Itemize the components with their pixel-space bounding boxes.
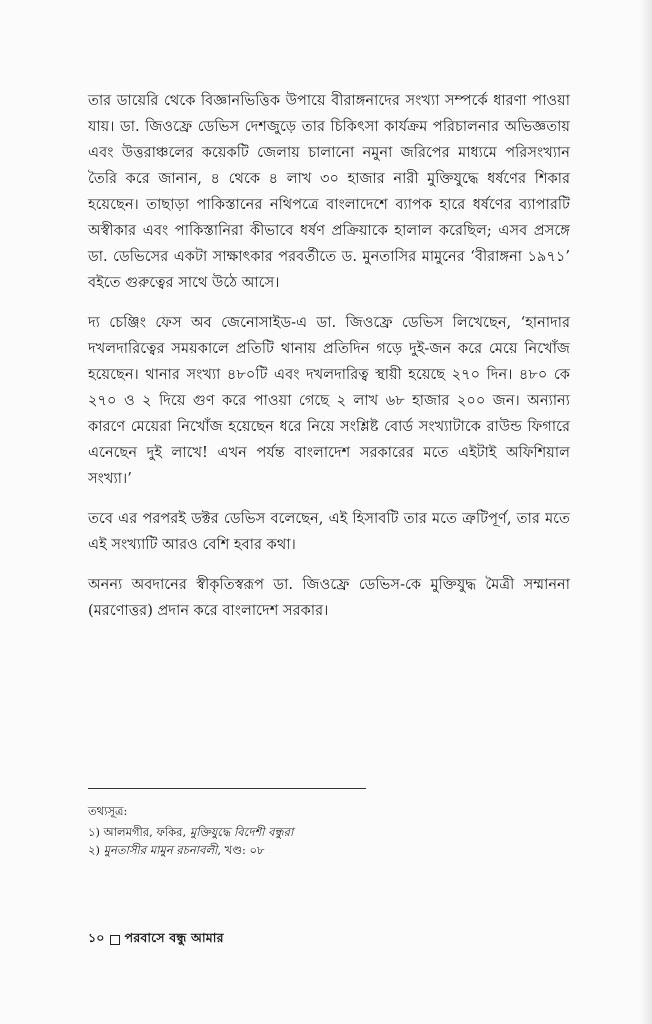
paragraph-2: দ্য চেঞ্জিং ফেস অব জেনোসাইড-এ ডা. জিওফ্রে ডেভিস লিখেছেন, ‘হানাদার দখলদারিত্বের সময়কালে প্রতিটি থানায় প্রতিদিন গড়ে দুই-জন করে মেয়ে নিখোঁজ হয়েছেন। থানার সংখ্যা ৪৮০টি এবং দখলদারিত্ব স্থায়ী হয়েছে ২৭০ দিন। ৪৮০ কে ২৭০ ও ২ দিয়ে গুণ করে পাওয়া গেছে ২ লাখ ৬৮ হাজার ২০০ জন। অন্যান্য কারণে মেয়েরা নিখোঁজ হয়েছেন ধরে নিয়ে সংশ্লিষ্ট বোর্ড সংখ্যাটাকে রাউন্ড ফিগারে এনেছেন দুই লাখে! এখন পর্যন্ত বাংলাদেশ সরকারের মতে এইটাই অফিশিয়াল সংখ্যা।’ [88,314,570,487]
body-text [88,88,570,638]
footnote-item [88,841,568,859]
paragraph-3: তবে এর পরপরই ডক্টর ডেভিস বলেছেন, এই হিসাবটি তার মতে ত্রুটিপূর্ণ, তার মতে এই সংখ্যাটি আরও বেশি হবার কথা। [88,510,570,553]
footnote-number: ১) [88,825,100,839]
square-separator-icon [110,935,120,945]
page-number: ১০ [88,930,105,945]
paragraph-1: তার ডায়েরি থেকে বিজ্ঞানভিত্তিক উপায়ে বীরাঙ্গনাদের সংখ্যা সম্পর্কে ধারণা পাওয়া যায়। ডা. জিওফ্রে ডেভিস দেশজুড়ে তার চিকিৎসা কার্যক্রম পরিচালনার অভিজ্ঞতায় এবং উত্তরাঞ্চলের কয়েকটি জেলায় চালানো নমুনা জরিপের মাধ্যমে পরিসংখ্যান তৈরি করে জানান, ৪ থেকে ৪ লাখ ৩০ হাজার নারী মুক্তিযুদ্ধে ধর্ষণের শিকার হয়েছেন। তাছাড়া পাকিস্তানের নথিপত্রে বাংলাদেশে ব্যাপক হারে ধর্ষণের ব্যাপারটি অস্বীকার এবং পাকিস্তানিরা কীভাবে ধর্ষণ প্রক্রিয়াকে হালাল করেছিল; এসব প্রসঙ্গে ডা. ডেভিসের একটা সাক্ষাৎকার পরবর্তীতে ড. মুনতাসির মামুনের ‘বীরাঙ্গনা ১৯৭১’ বইতে গুরুত্বের সাথে উঠে আসে। [88,92,570,291]
footnote-extra: , খণ্ড: ০৮ [217,843,265,857]
footnote-item [88,823,568,841]
footnote-number: ২) [88,843,100,857]
footnotes-title: তথ্যসূত্র: [88,804,128,818]
page-edge-shadow [640,0,652,1024]
footnote-work: মুক্তিযুদ্ধে বিদেশী বন্ধুরা [189,825,294,839]
footnotes [88,802,568,859]
footnote-work: মুনতাসীর মামুন রচনাবলী [103,843,218,857]
footnote-author: আলমগীর, ফকির, [103,825,190,839]
footnote-divider [88,788,366,789]
paragraph-4: অনন্য অবদানের স্বীকৃতিস্বরূপ ডা. জিওফ্রে ডেভিস-কে মুক্তিযুদ্ধ মৈত্রী সম্মাননা (মরণোত্তর) প্রদান করে বাংলাদেশ সরকার। [88,576,570,619]
page-footer [88,930,224,950]
running-title: পরবাসে বন্ধু আমার [124,930,224,945]
